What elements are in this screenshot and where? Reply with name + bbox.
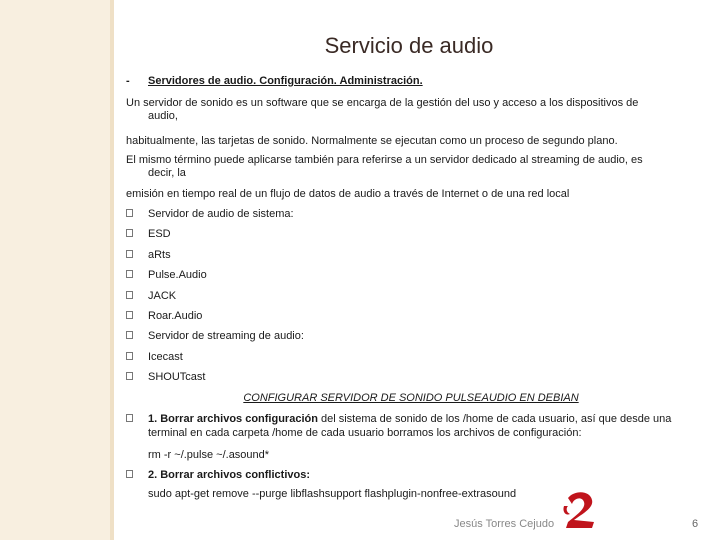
paragraph-4-text: emisión en tiempo real de un flujo de datos de audio a través de Internet o de una red local	[126, 188, 570, 200]
list-item-label: Servidor de streaming de audio:	[148, 330, 304, 343]
paragraph-1-text: Un servidor de sonido es un software que se encarga de la gestión del uso y acceso a los dispositivos de	[126, 97, 639, 109]
bullet-icon	[126, 372, 133, 380]
red-dragon-logo-icon	[560, 488, 600, 532]
paragraph-3-continuation: decir, la	[148, 167, 186, 179]
paragraph-3	[126, 154, 700, 180]
slide-title: Servicio de audio	[324, 33, 494, 58]
list-item-label: ESD	[148, 228, 171, 241]
list-item-label: aRts	[148, 248, 171, 261]
list-item	[126, 227, 686, 247]
footer-author: Jesús Torres Cejudo	[454, 518, 555, 530]
list-item	[126, 350, 686, 370]
list-item	[126, 309, 686, 329]
bullet-icon	[126, 270, 133, 278]
paragraph-1	[126, 97, 700, 123]
step-1-command: rm -r ~/.pulse ~/.asound*	[148, 449, 270, 461]
step-1-text	[126, 412, 700, 440]
bullet-icon	[126, 229, 133, 237]
config-section-title: CONFIGURAR SERVIDOR DE SONIDO PULSEAUDIO EN DEBIAN	[243, 392, 579, 404]
list-item	[126, 248, 686, 268]
list-item	[126, 207, 686, 227]
bullet-icon	[126, 470, 133, 478]
step-2-text	[126, 468, 700, 482]
page-number: 6	[692, 518, 699, 530]
list-item	[126, 329, 686, 349]
step-2	[126, 468, 700, 482]
bullet-icon	[126, 414, 133, 422]
list-item-label: Roar.Audio	[148, 309, 203, 322]
subtitle-marker: -	[126, 75, 130, 87]
list-item	[126, 289, 686, 309]
list-item	[126, 370, 686, 390]
server-list	[126, 207, 686, 391]
paragraph-2-text: habitualmente, las tarjetas de sonido. Normalmente se ejecutan como un proceso de segundo plano.	[126, 135, 618, 147]
list-item-label: Icecast	[148, 350, 183, 363]
bullet-icon	[126, 209, 133, 217]
list-item-label: Servidor de audio de sistema:	[148, 208, 294, 220]
list-item-label: JACK	[148, 289, 177, 302]
paragraph-1-continuation: audio,	[148, 110, 178, 122]
step-2-command: sudo apt-get remove --purge libflashsupport flashplugin-nonfree-extrasound	[148, 488, 517, 500]
bullet-icon	[126, 352, 133, 360]
list-item-label: SHOUTcast	[148, 371, 206, 384]
bullet-icon	[126, 331, 133, 339]
paragraph-4	[126, 188, 700, 201]
step-1	[126, 412, 700, 440]
step-1-bold: 1. Borrar archivos configuración	[148, 413, 318, 425]
list-item-label: Pulse.Audio	[148, 269, 207, 282]
bullet-icon	[126, 311, 133, 319]
list-item	[126, 268, 686, 288]
step-1-rest: del sistema de sonido de los /home de cada usuario, así que desde una terminal en cada carpeta /home de cada usuario borramos los archivos de configuración:	[148, 413, 672, 439]
paragraph-2	[126, 135, 700, 148]
step-2-bold: 2. Borrar archivos conflictivos:	[148, 469, 310, 481]
bullet-icon	[126, 291, 133, 299]
subtitle: Servidores de audio. Configuración. Administración.	[148, 75, 423, 87]
paragraph-3-text: El mismo término puede aplicarse también para referirse a un servidor dedicado al streaming de audio, es	[126, 154, 643, 166]
bullet-icon	[126, 250, 133, 258]
left-decorative-band	[0, 0, 110, 540]
